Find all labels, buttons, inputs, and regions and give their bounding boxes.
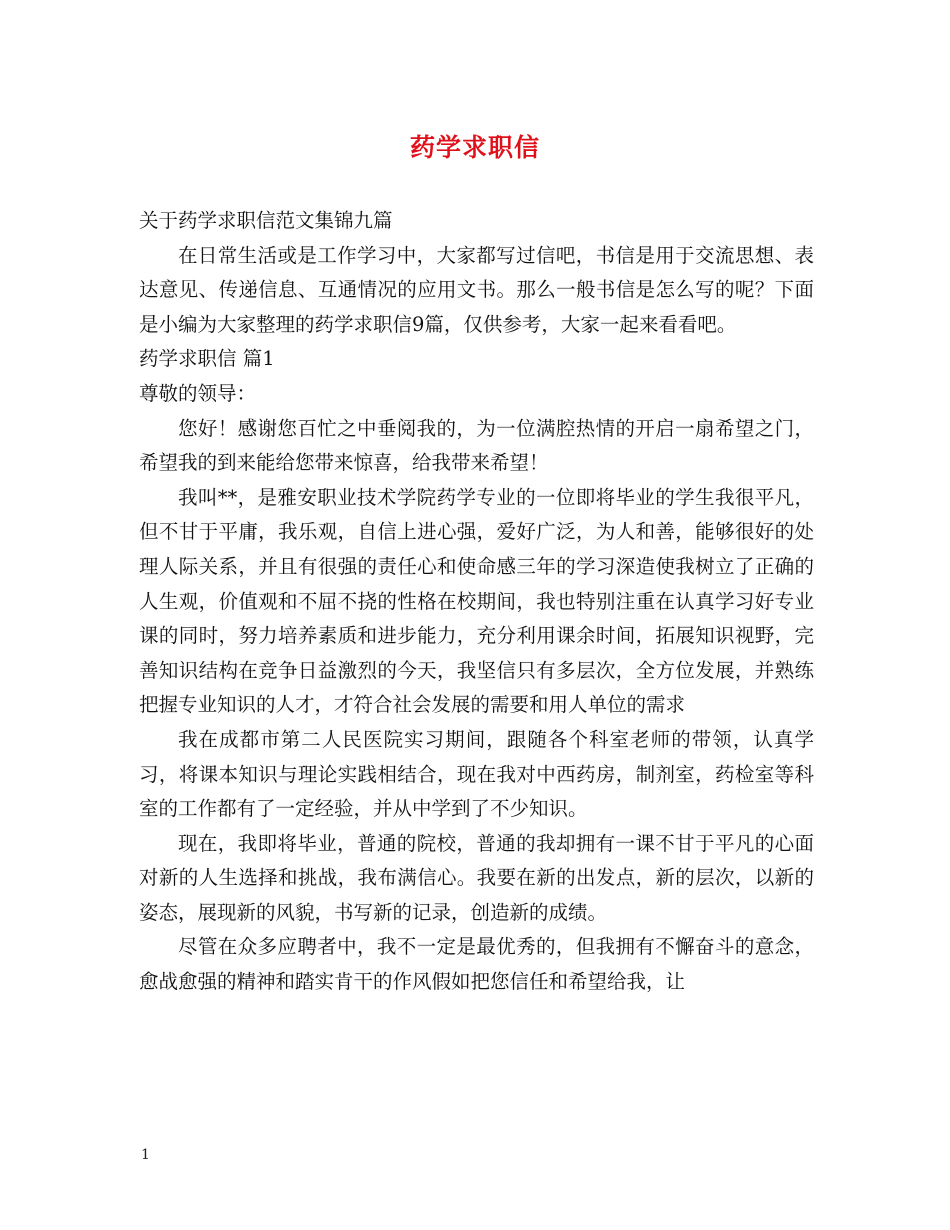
document-body bbox=[139, 204, 814, 1000]
body-paragraph: 现在，我即将毕业，普通的院校，普通的我却拥有一课不甘于平凡的心面对新的人生选择和挑战，我布满信心。我要在新的出发点，新的层次，以新的姿态，展现新的风貌，书写新的记录，创造新的成绩。 bbox=[139, 831, 814, 924]
page-number: 1 bbox=[141, 1147, 150, 1163]
section-heading: 药学求职信 篇1 bbox=[139, 347, 275, 371]
salutation: 尊敬的领导： bbox=[139, 381, 257, 405]
page-title: 药学求职信 bbox=[409, 133, 540, 162]
body-paragraph: 我在成都市第二人民医院实习期间，跟随各个科室老师的带领，认真学习，将课本知识与理论实践相结合，现在我对中西药房，制剂室，药检室等科室的工作都有了一定经验，并从中学到了不少知识。 bbox=[139, 727, 814, 821]
intro-paragraph: 在日常生活或是工作学习中，大家都写过信吧，书信是用于交流思想、表达意见、传递信息、互通情况的应用文书。那么一般书信是怎么写的呢？下面是小编为大家整理的药学求职信9篇，仅供参考，大家一起来看看吧。 bbox=[139, 243, 814, 336]
body-paragraph: 您好！感谢您百忙之中垂阅我的，为一位满腔热情的开启一扇希望之门，希望我的到来能给您带来惊喜，给我带来希望！ bbox=[139, 416, 814, 475]
body-paragraph: 尽管在众多应聘者中，我不一定是最优秀的，但我拥有不懈奋斗的意念，愈战愈强的精神和踏实肯干的作风假如把您信任和希望给我，让 bbox=[139, 935, 814, 994]
body-paragraph: 我叫**，是雅安职业技术学院药学专业的一位即将毕业的学生我很平凡，但不甘于平庸，我乐观，自信上进心强，爱好广泛，为人和善，能够很好的处理人际关系，并且有很强的责任心和使命感三年的学习深造使我树立了正确的人生观，价值观和不屈不挠的性格在校期间，我也特别注重在认真学习好专业课的同时，努力培养素质和进步能力，充分利用课余时间，拓展知识视野，完善知识结构在竞争日益激烈的今天，我坚信只有多层次，全方位发展，并熟练把握专业知识的人才，才符合社会发展的需要和用人单位的需求 bbox=[139, 485, 814, 717]
subtitle: 关于药学求职信范文集锦九篇 bbox=[139, 209, 393, 232]
